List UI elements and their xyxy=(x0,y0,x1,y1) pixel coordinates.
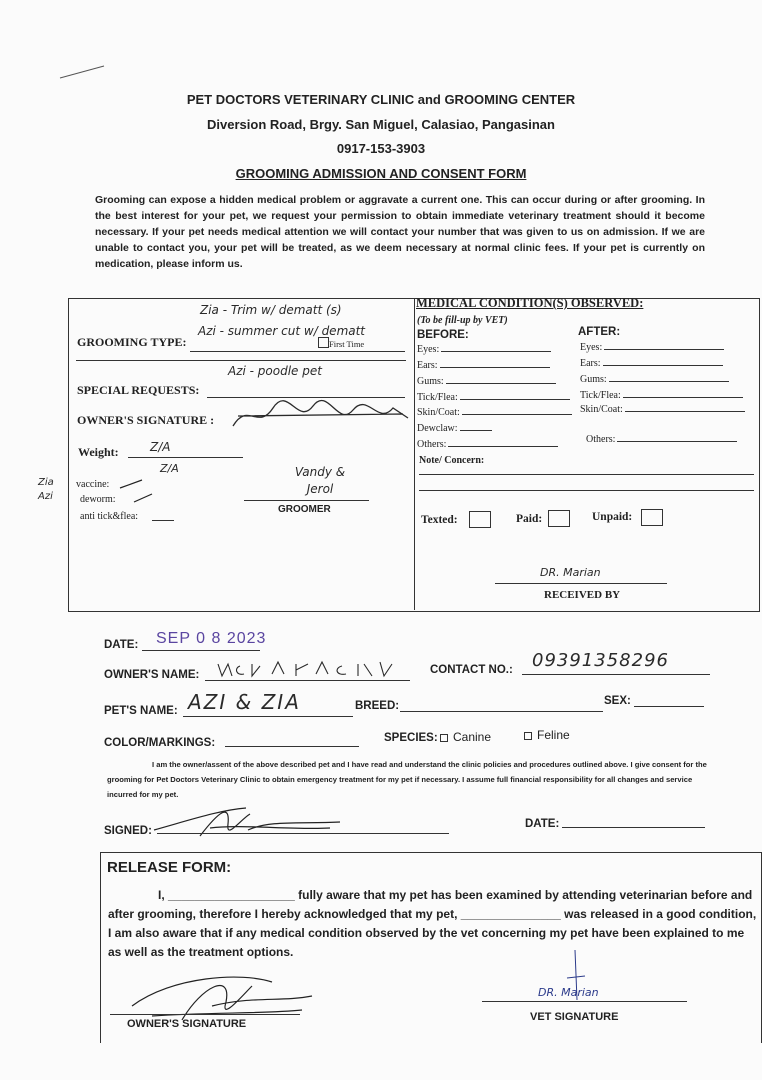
owner-signature-label: OWNER'S SIGNATURE : xyxy=(77,413,215,427)
texted-checkbox[interactable] xyxy=(469,511,491,528)
species-canine-option[interactable] xyxy=(440,730,491,744)
received-by-name: DR. Marian xyxy=(540,566,601,579)
contact-value: 09391358296 xyxy=(532,650,669,671)
after-item xyxy=(580,374,729,385)
pet-name-label: PET'S NAME: xyxy=(104,705,178,717)
special-requests-value: Azi - poodle pet xyxy=(228,364,322,378)
contact-line xyxy=(522,674,710,675)
before-item-line xyxy=(446,383,556,384)
grooming-type-value-1: Zia - Trim w/ dematt (s) xyxy=(200,303,342,317)
before-item xyxy=(417,423,492,434)
pen-mark xyxy=(58,62,108,82)
grooming-type-label: GROOMING TYPE: xyxy=(77,335,187,349)
consent-text: I am the owner/assent of the above described pet and I have read and understand the clinic policies and procedures outlined above. I give consent for the grooming for Pet Doctors Veterinary Clinic to obtain emergency treatment for my pet if necessary. I assume full financial responsibility for all changes and service incurred for my pet. xyxy=(107,760,707,799)
owner-name-handwriting xyxy=(212,656,407,682)
before-label: BEFORE: xyxy=(417,329,469,341)
sex-line xyxy=(634,706,704,707)
after-item xyxy=(580,390,743,401)
owner-name-label: OWNER'S NAME: xyxy=(104,669,200,681)
anti-tick-line xyxy=(152,520,174,521)
before-item-line xyxy=(448,446,558,447)
after-item xyxy=(580,404,745,415)
before-item-label: Tick/Flea: xyxy=(417,392,458,403)
signed-date-line xyxy=(562,827,705,828)
before-item-label: Skin/Coat: xyxy=(417,407,460,418)
after-item-line xyxy=(609,381,729,382)
after-item xyxy=(580,358,723,369)
after-item-line xyxy=(623,397,743,398)
feline-label: Feline xyxy=(537,728,570,742)
groomer-line xyxy=(244,500,369,501)
before-item-line xyxy=(460,399,570,400)
signed-date-label: DATE: xyxy=(525,818,560,830)
clinic-phone: 0917-153-3903 xyxy=(336,141,426,156)
before-item xyxy=(417,360,550,371)
vaccine-mark: Z/A xyxy=(160,462,179,475)
date-label: DATE: xyxy=(104,639,139,651)
breed-line xyxy=(400,711,603,712)
vet-signature-line xyxy=(482,1001,687,1002)
release-form-title: RELEASE FORM: xyxy=(107,859,232,876)
vaccine-label: vaccine: xyxy=(76,479,110,490)
color-markings-line xyxy=(225,746,359,747)
before-item xyxy=(417,376,556,387)
before-item xyxy=(417,439,558,450)
grooming-type-line xyxy=(190,351,405,352)
unpaid-label: Unpaid: xyxy=(592,511,633,523)
paid-label: Paid: xyxy=(516,513,543,525)
after-item-line xyxy=(625,411,745,412)
release-owner-signature-label: OWNER'S SIGNATURE xyxy=(127,1018,247,1030)
after-item-label: Ears: xyxy=(580,358,601,369)
date-line xyxy=(142,650,260,651)
medical-title: MEDICAL CONDITION(S) OBSERVED: xyxy=(416,296,644,310)
grooming-type-value-2: Azi - summer cut w/ dematt xyxy=(198,324,366,338)
special-requests-label: SPECIAL REQUESTS: xyxy=(77,383,200,397)
vet-signature-name: DR. Marian xyxy=(538,986,599,999)
after-item-line xyxy=(603,365,723,366)
before-item-line xyxy=(441,351,551,352)
date-stamp: SEP 0 8 2023 xyxy=(156,630,267,647)
owner-signature-scribble xyxy=(228,396,413,436)
texted-label: Texted: xyxy=(421,514,458,526)
anti-tick-label: anti tick&flea: xyxy=(80,511,139,522)
signed-signature xyxy=(150,800,350,842)
before-item-label: Ears: xyxy=(417,360,438,371)
clinic-name: PET DOCTORS VETERINARY CLINIC and GROOMING CENTER xyxy=(186,92,576,107)
grooming-type-line-2 xyxy=(76,360,406,361)
weight-label: Weight: xyxy=(78,445,119,459)
vet-signature-label: VET SIGNATURE xyxy=(530,1011,619,1023)
intro-paragraph: Grooming can expose a hidden medical problem or aggravate a current one. This can occur during or after grooming. In the best interest for your pet, we request your permission to obtain immediate veterinary treatment should it become necessary. If your pet needs medical attention we will contact your number that was given to us on admission. If we are unable to contact you, your pet will be treated, as we deem necessary at normal clinic fees. If your pet is currently on medication, please inform us. xyxy=(95,194,705,270)
after-item xyxy=(580,342,724,353)
after-item-label: Gums: xyxy=(580,374,607,385)
owner-signature-line xyxy=(110,1014,300,1015)
canine-label: Canine xyxy=(453,730,492,744)
paid-checkbox[interactable] xyxy=(548,510,570,527)
after-item-label: Eyes: xyxy=(580,342,603,353)
received-by-label: RECEIVED BY xyxy=(544,589,621,601)
weight-value: Z/A xyxy=(150,440,171,454)
before-item-label: Others: xyxy=(417,439,447,450)
groomer-name: Vandy & Jerol xyxy=(294,465,346,496)
first-time-checkbox[interactable] xyxy=(318,334,364,352)
release-owner-signature xyxy=(122,966,322,1026)
before-item-label: Dewclaw: xyxy=(417,423,458,434)
vaccine-check xyxy=(118,478,144,490)
breed-label: BREED: xyxy=(355,700,400,712)
sex-label: SEX: xyxy=(604,695,631,707)
after-item-label: Tick/Flea: xyxy=(580,390,621,401)
after-item-label: Others: xyxy=(586,434,616,445)
species-feline-option[interactable] xyxy=(524,728,570,742)
form-title: GROOMING ADMISSION AND CONSENT FORM xyxy=(235,166,527,181)
note-concern-label: Note/ Concern: xyxy=(419,455,485,466)
after-item-line xyxy=(604,349,724,350)
before-item-line xyxy=(440,367,550,368)
signed-line xyxy=(157,833,449,834)
signed-label: SIGNED: xyxy=(104,825,152,837)
after-item-label: Skin/Coat: xyxy=(580,404,623,415)
received-by-line xyxy=(495,583,667,584)
color-markings-label: COLOR/MARKINGS: xyxy=(104,737,216,749)
note-line-2 xyxy=(419,490,754,491)
first-time-label: First Time xyxy=(329,339,365,349)
section-divider xyxy=(414,298,415,610)
before-item-line xyxy=(460,430,492,431)
deworm-label: deworm: xyxy=(80,494,116,505)
weight-line xyxy=(128,457,243,458)
clinic-address: Diversion Road, Brgy. San Miguel, Calasiao, Pangasinan xyxy=(207,117,555,132)
after-label: AFTER: xyxy=(578,326,621,338)
pet-name-value: AZI & ZIA xyxy=(188,690,301,714)
before-item xyxy=(417,407,572,418)
after-item-line xyxy=(617,441,737,442)
medical-subtitle: (To be fill-up by VET) xyxy=(417,315,508,326)
species-label: SPECIES: xyxy=(384,732,438,744)
before-item-line xyxy=(462,414,572,415)
before-item-label: Gums: xyxy=(417,376,444,387)
before-item-label: Eyes: xyxy=(417,344,440,355)
release-text: I, ___________________ fully aware that my pet has been examined by attending veterinarian before and after grooming, therefore I hereby acknowledged that my pet, _______________ was released in a good condition, I am also aware that if any medical condition observed by the vet concerning my pet have been explained to me as well as the treatment options. xyxy=(108,888,757,959)
margin-note: Zia Azi xyxy=(38,477,54,502)
unpaid-checkbox[interactable] xyxy=(641,509,663,526)
owner-name-line xyxy=(205,680,410,681)
contact-label: CONTACT NO.: xyxy=(430,664,513,676)
before-item xyxy=(417,392,570,403)
before-item xyxy=(417,344,551,355)
pet-name-line xyxy=(183,716,353,717)
note-line-1 xyxy=(419,474,754,475)
groomer-label: GROOMER xyxy=(278,504,331,515)
after-item xyxy=(586,434,737,445)
deworm-check xyxy=(132,492,154,504)
